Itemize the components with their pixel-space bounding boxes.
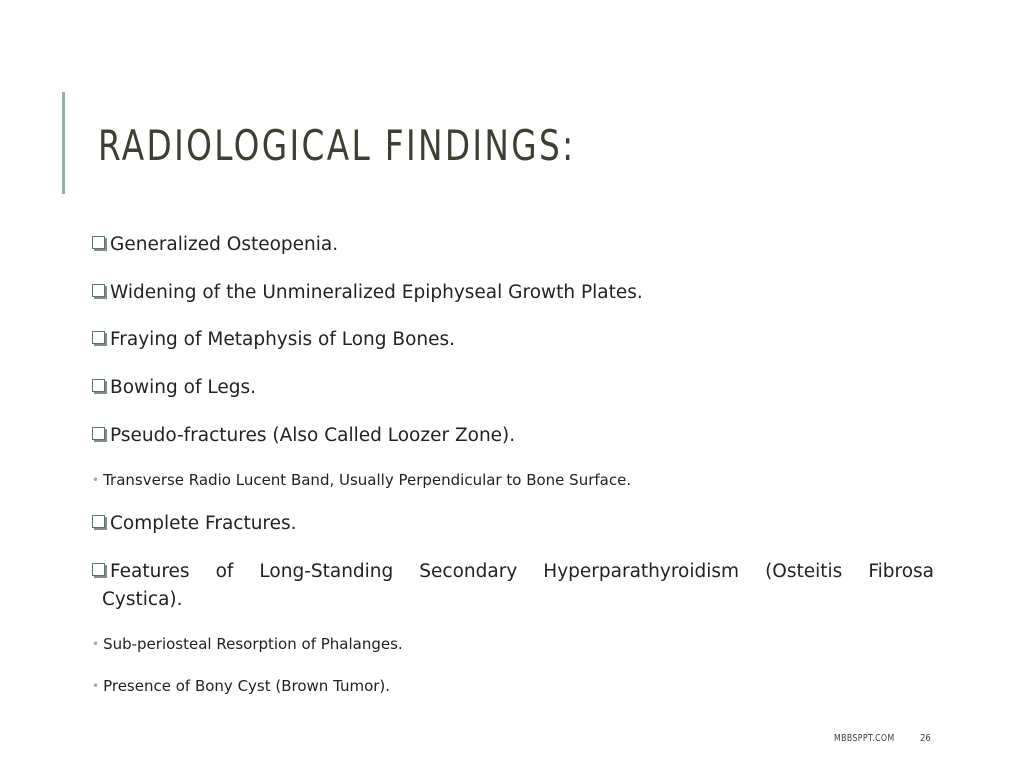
bullet-text-continuation: Cystica). — [102, 589, 183, 610]
bullet-item — [92, 510, 934, 538]
checkbox-bullet-icon — [92, 331, 105, 344]
sub-bullet-text: Presence of Bony Cyst (Brown Tumor). — [103, 677, 391, 695]
bullet-text: Complete Fractures. — [110, 513, 297, 534]
title-accent-bar — [62, 92, 65, 194]
bullet-item — [92, 326, 934, 354]
bullet-text: Generalized Osteopenia. — [110, 234, 339, 255]
bullet-item — [92, 231, 934, 259]
dot-bullet-icon: • — [92, 679, 100, 693]
bullet-item — [92, 279, 934, 307]
sub-bullet-item — [92, 675, 390, 697]
sub-bullet-text: Sub-periosteal Resorption of Phalanges. — [103, 635, 403, 653]
checkbox-bullet-icon — [92, 236, 105, 249]
bullet-text: Pseudo-fractures (Also Called Loozer Zone). — [110, 425, 516, 446]
footer-page-number: 26 — [920, 733, 931, 744]
bullet-text: Bowing of Legs. — [110, 377, 256, 398]
checkbox-bullet-icon — [92, 284, 105, 297]
checkbox-bullet-icon — [92, 427, 105, 440]
slide-title: RADIOLOGICAL FINDINGS: — [98, 121, 576, 170]
dot-bullet-icon: • — [92, 637, 100, 651]
sub-bullet-item — [92, 633, 403, 655]
checkbox-bullet-icon — [92, 515, 105, 528]
checkbox-bullet-icon — [92, 563, 105, 576]
dot-bullet-icon: • — [92, 473, 100, 487]
bullet-item-long — [92, 558, 934, 586]
sub-bullet-text: Transverse Radio Lucent Band, Usually Perpendicular to Bone Surface. — [103, 471, 632, 489]
footer-site: MBBSPPT.COM — [834, 733, 895, 744]
bullet-item — [92, 374, 934, 402]
bullet-text: Fraying of Metaphysis of Long Bones. — [110, 329, 456, 350]
sub-bullet-item — [92, 469, 631, 491]
checkbox-bullet-icon — [92, 379, 105, 392]
bullet-item — [92, 422, 934, 450]
bullet-text-line1: Features of Long-Standing Secondary Hyperparathyroidism (Osteitis Fibrosa — [110, 561, 934, 582]
bullet-text: Widening of the Unmineralized Epiphyseal Growth Plates. — [110, 282, 643, 303]
